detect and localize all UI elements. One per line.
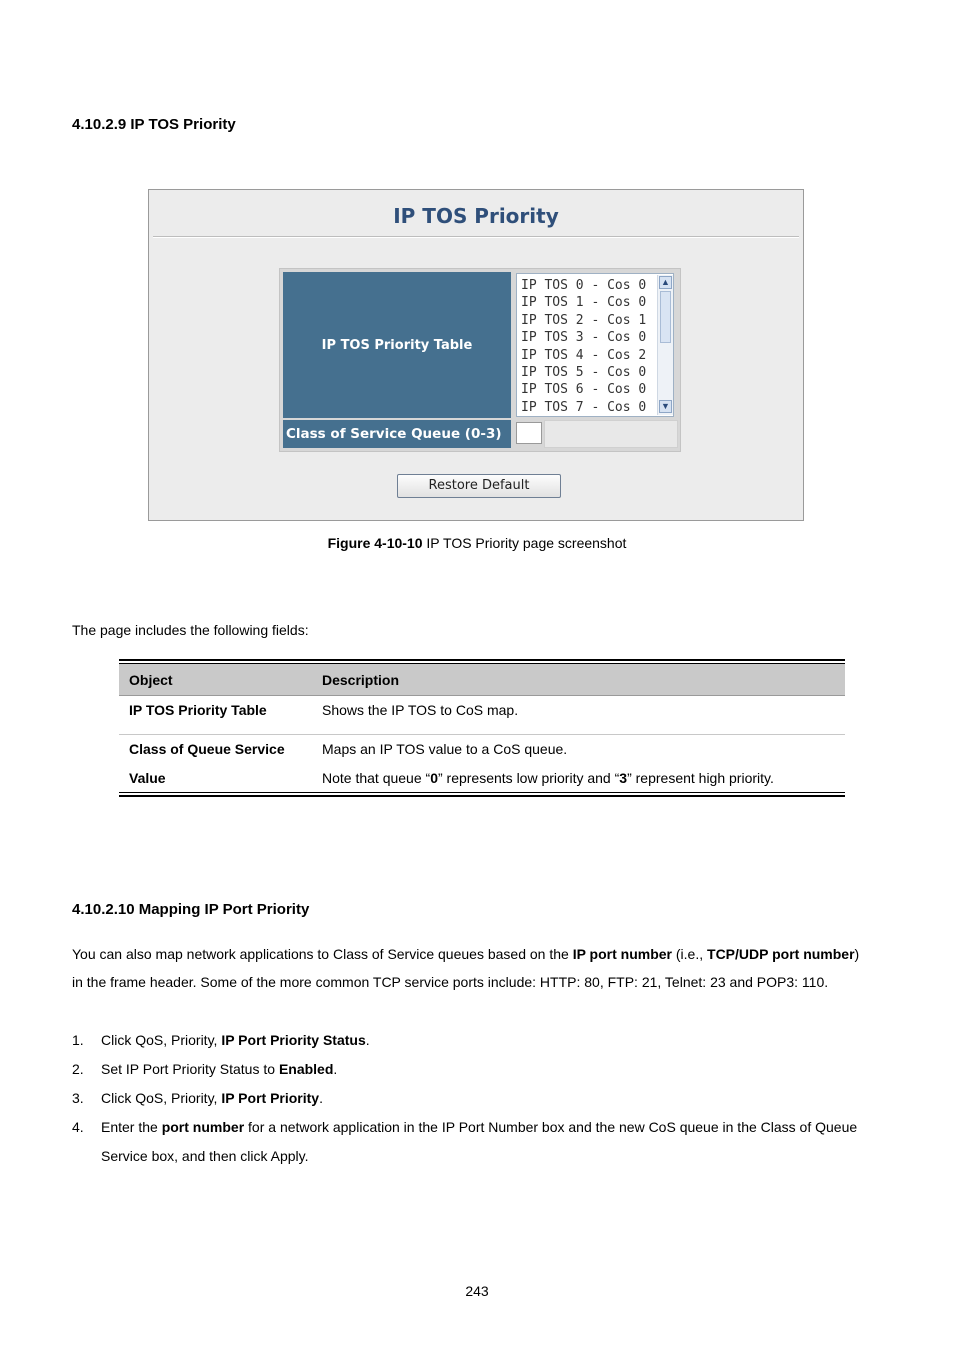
list-item: [72, 1113, 892, 1142]
step-part: Click QoS, Priority,: [101, 1032, 222, 1048]
figure-label: Figure 4-10-10: [327, 535, 423, 551]
restore-default-button[interactable]: Restore Default: [397, 474, 561, 498]
steps-list: [72, 1026, 892, 1171]
section-heading: 4.10.2.9 IP TOS Priority: [72, 116, 236, 133]
panel-title: IP TOS Priority: [393, 204, 559, 228]
section-paragraph: [72, 944, 859, 964]
step-text: [101, 1055, 337, 1084]
step-part: .: [333, 1061, 338, 1077]
para-text: You can also map network applications to Class of Service queues based on the: [72, 946, 573, 962]
screenshot-panel: [148, 189, 804, 521]
figure-caption: [0, 535, 954, 551]
row-description: Maps an IP TOS value to a CoS queue.: [322, 741, 568, 757]
scroll-up-icon[interactable]: ▲: [659, 276, 672, 289]
row-description: Shows the IP TOS to CoS map.: [322, 702, 519, 718]
cos-queue-input[interactable]: [516, 422, 542, 444]
step-part: Click QoS, Priority,: [101, 1090, 222, 1106]
list-item: [72, 1055, 892, 1084]
panel-divider: [153, 236, 799, 238]
list-item[interactable]: IP TOS 6 - Cos 0: [521, 382, 647, 398]
table-row: [119, 735, 845, 792]
step-bold: port number: [161, 1119, 245, 1135]
step-part: Set IP Port Priority Status to: [101, 1061, 279, 1077]
listbox-scrollbar[interactable]: [657, 275, 673, 415]
tos-table-label: IP TOS Priority Table: [283, 272, 511, 418]
step-text: [101, 1113, 857, 1142]
note-text: Note that queue “: [322, 770, 431, 786]
step-number: 1.: [72, 1032, 84, 1048]
list-item[interactable]: IP TOS 2 - Cos 1: [521, 312, 647, 328]
list-item[interactable]: IP TOS 5 - Cos 0: [521, 364, 647, 380]
list-item-cont: [72, 1142, 892, 1171]
step-bold: IP Port Priority Status: [221, 1032, 366, 1048]
step-part: for a network application in the IP Port Number box and the new CoS queue in the Class of Queue: [244, 1119, 858, 1135]
scroll-down-icon[interactable]: ▼: [659, 400, 672, 413]
step-part: Enter the: [101, 1119, 162, 1135]
para-text: ): [854, 946, 860, 962]
para-bold: IP port number: [572, 946, 672, 962]
list-item[interactable]: IP TOS 7 - Cos 0: [521, 399, 647, 415]
step-number: 4.: [72, 1119, 84, 1135]
row-object-cont: Value: [129, 770, 166, 786]
fields-table: [119, 659, 845, 797]
list-item: [72, 1084, 892, 1113]
note-text: ” represents low priority and “: [437, 770, 620, 786]
list-item[interactable]: IP TOS 4 - Cos 2: [521, 347, 647, 363]
intro-text: The page includes the following fields:: [72, 622, 309, 638]
para-text: (i.e.,: [672, 946, 708, 962]
step-text: Service box, and then click Apply.: [101, 1148, 309, 1164]
row-object: Class of Queue Service: [129, 741, 285, 757]
header-object: Object: [129, 672, 173, 688]
table-row: [119, 696, 845, 734]
header-description: Description: [322, 672, 400, 688]
section-paragraph-line: in the frame header. Some of the more common TCP service ports include: HTTP: 80, FTP: 21, Telnet: 23 and POP3: 110.: [72, 974, 829, 990]
list-item[interactable]: IP TOS 1 - Cos 0: [521, 295, 647, 311]
step-bold: Enabled: [278, 1061, 334, 1077]
step-part: .: [365, 1032, 370, 1048]
cos-queue-cell: [544, 420, 678, 448]
note-low: 0: [430, 770, 438, 786]
step-part: .: [319, 1090, 323, 1106]
list-item[interactable]: IP TOS 0 - Cos 0: [521, 278, 647, 293]
step-number: 2.: [72, 1061, 84, 1077]
figure-text: IP TOS Priority page screenshot: [422, 535, 627, 551]
step-number: 3.: [72, 1090, 84, 1106]
page-number: 243: [465, 1283, 489, 1299]
section-heading: 4.10.2.10 Mapping IP Port Priority: [72, 901, 310, 918]
scroll-thumb[interactable]: [660, 291, 671, 343]
step-text: [101, 1026, 370, 1055]
note-high: 3: [619, 770, 628, 786]
note-text: ” represent high priority.: [627, 770, 774, 786]
row-note: [322, 770, 774, 786]
listbox-items: [521, 277, 655, 416]
tos-priority-form: [279, 268, 681, 452]
table-header: [119, 664, 845, 696]
list-item[interactable]: IP TOS 3 - Cos 0: [521, 330, 647, 346]
tos-priority-listbox[interactable]: [516, 273, 674, 417]
step-text: [101, 1084, 323, 1113]
para-bold: TCP/UDP port number: [707, 946, 855, 962]
cos-queue-label: Class of Service Queue (0-3): [283, 420, 511, 448]
step-bold: IP Port Priority: [221, 1090, 320, 1106]
list-item: [72, 1026, 892, 1055]
row-object: IP TOS Priority Table: [129, 702, 267, 718]
